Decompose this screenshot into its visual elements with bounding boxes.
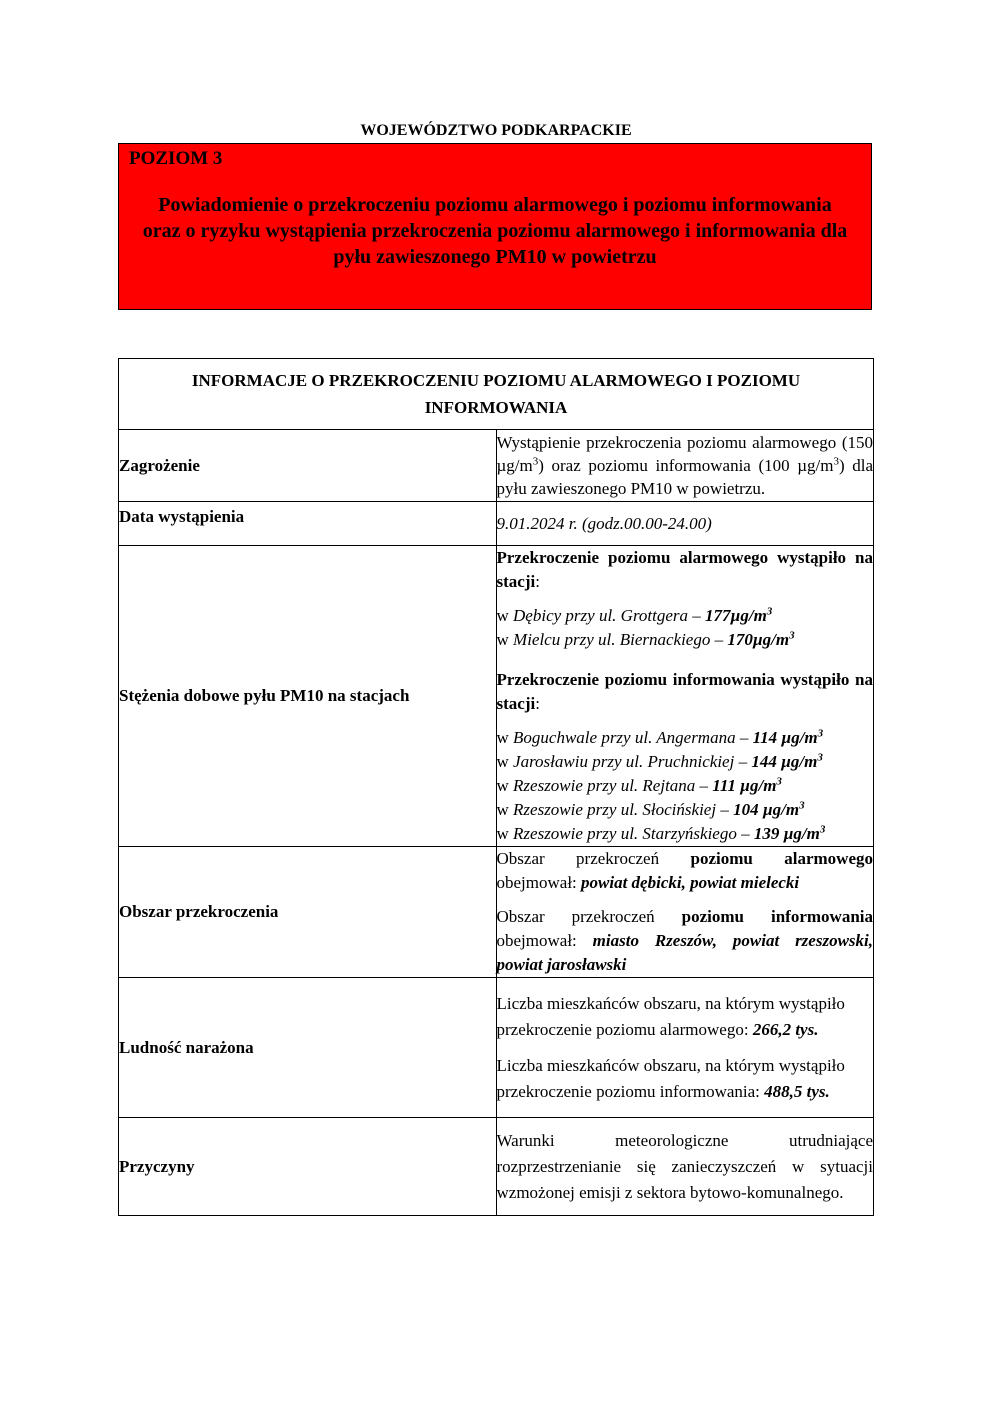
region-title: WOJEWÓDZTWO PODKARPACKIE bbox=[360, 122, 632, 139]
date-value: 9.01.2024 r. (godz.00.00-24.00) bbox=[496, 502, 874, 546]
station-place: Boguchwale przy ul. Angermana bbox=[513, 728, 736, 747]
date-row bbox=[119, 502, 874, 546]
population-info-text: Liczba mieszkańców obszaru, na którym wystąpiło przekroczenie poziomu informowania: 488,5 tys. bbox=[496, 1055, 845, 1101]
causes-value: Warunki meteorologiczne utrudniające rozprzestrzenianie się zanieczyszczeń w sytuacji wzmożonej emisji z sektora bytowo-komunalnego. bbox=[496, 1118, 874, 1216]
station-line: w Jarosławiu przy ul. Pruchnickiej – 144 $\mu g/m^3$ bbox=[496, 751, 823, 771]
alert-title: Powiadomienie o przekroczeniu poziomu alarmowego i poziomu informowania oraz o ryzyku wystąpienia przekroczenia poziomu alarmowego i informowania dla pyłu zawieszonego PM10 w powietrzu bbox=[142, 194, 848, 268]
area-label: Obszar przekroczenia bbox=[119, 847, 497, 978]
station-line: w Rzeszowie przy ul. Słocińskiej – 104 $\mu g/m^3$ bbox=[496, 799, 805, 819]
causes-row bbox=[119, 1118, 874, 1216]
area-alarm-text: Obszar przekroczeń poziomu alarmowego obejmował: powiat dębicki, powiat mielecki bbox=[496, 849, 873, 892]
population-value bbox=[496, 978, 874, 1118]
causes-label: Przyczyny bbox=[119, 1118, 497, 1216]
concentrations-row bbox=[119, 546, 874, 847]
date-label: Data wystąpienia bbox=[119, 502, 497, 546]
station-value: 114 $\mu g/m^3$ bbox=[752, 727, 824, 747]
alert-banner bbox=[118, 143, 872, 310]
station-place: Rzeszowie przy ul. Słocińskiej bbox=[513, 800, 717, 819]
info-table bbox=[118, 358, 874, 1216]
station-line: w Boguchwale przy ul. Angermana – 114 $\mu g/m^3$ bbox=[496, 727, 824, 747]
threat-value: Wystąpienie przekroczenia poziomu alarmowego (150 $\mu g/m^3$) oraz poziomu informowania (100 $\mu g/m^3$) dla pyłu zawieszonego PM10 w powietrzu. bbox=[496, 430, 874, 502]
table-header-row bbox=[119, 359, 874, 430]
info-stations-list bbox=[497, 726, 874, 846]
area-value bbox=[496, 847, 874, 978]
station-value: 111 $\mu g/m^3$ bbox=[712, 775, 782, 795]
population-row bbox=[119, 978, 874, 1118]
concentrations-value bbox=[496, 546, 874, 847]
station-place: Mielcu przy ul. Biernackiego bbox=[513, 630, 711, 649]
station-place: Rzeszowie przy ul. Starzyńskiego bbox=[513, 824, 737, 843]
station-place: Dębicy przy ul. Grottgera bbox=[513, 606, 689, 625]
station-value: 144 $\mu g/m^3$ bbox=[751, 751, 823, 771]
concentrations-label: Stężenia dobowe pyłu PM10 na stacjach bbox=[119, 546, 497, 847]
population-label: Ludność narażona bbox=[119, 978, 497, 1118]
alert-level: POZIOM 3 bbox=[129, 148, 223, 169]
station-value: 104 $\mu g/m^3$ bbox=[733, 799, 805, 819]
info-stations-heading: Przekroczenie poziomu informowania wystąpiło na stacji: bbox=[496, 670, 873, 713]
station-line: w Dębicy przy ul. Grottgera – $177\mu g/m^3$ bbox=[496, 605, 773, 625]
station-line: w Rzeszowie przy ul. Rejtana – 111 $\mu g/m^3$ bbox=[496, 775, 782, 795]
station-line: w Rzeszowie przy ul. Starzyńskiego – 139 $\mu g/m^3$ bbox=[496, 823, 826, 843]
station-place: Jarosławiu przy ul. Pruchnickiej bbox=[513, 752, 735, 771]
table-header: INFORMACJE O PRZEKROCZENIU POZIOMU ALARMOWEGO I POZIOMU INFORMOWANIA bbox=[119, 359, 874, 430]
station-place: Rzeszowie przy ul. Rejtana bbox=[513, 776, 696, 795]
station-value: $170\mu g/m^3$ bbox=[727, 629, 795, 649]
area-row bbox=[119, 847, 874, 978]
alarm-stations-list bbox=[497, 604, 874, 652]
population-alarm-text: Liczba mieszkańców obszaru, na którym wystąpiło przekroczenie poziomu alarmowego: 266,2 tys. bbox=[496, 993, 845, 1039]
station-line: w Mielcu przy ul. Biernackiego – $170\mu g/m^3$ bbox=[496, 629, 795, 649]
alarm-stations-heading: Przekroczenie poziomu alarmowego wystąpiło na stacji: bbox=[496, 548, 873, 591]
threat-label: Zagrożenie bbox=[119, 430, 497, 502]
station-value: $177\mu g/m^3$ bbox=[705, 605, 773, 625]
threat-row bbox=[119, 430, 874, 502]
area-info-text: Obszar przekroczeń poziomu informowania obejmował: miasto Rzeszów, powiat rzeszowski, powiat jarosławski bbox=[496, 907, 874, 974]
station-value: 139 $\mu g/m^3$ bbox=[753, 823, 826, 843]
